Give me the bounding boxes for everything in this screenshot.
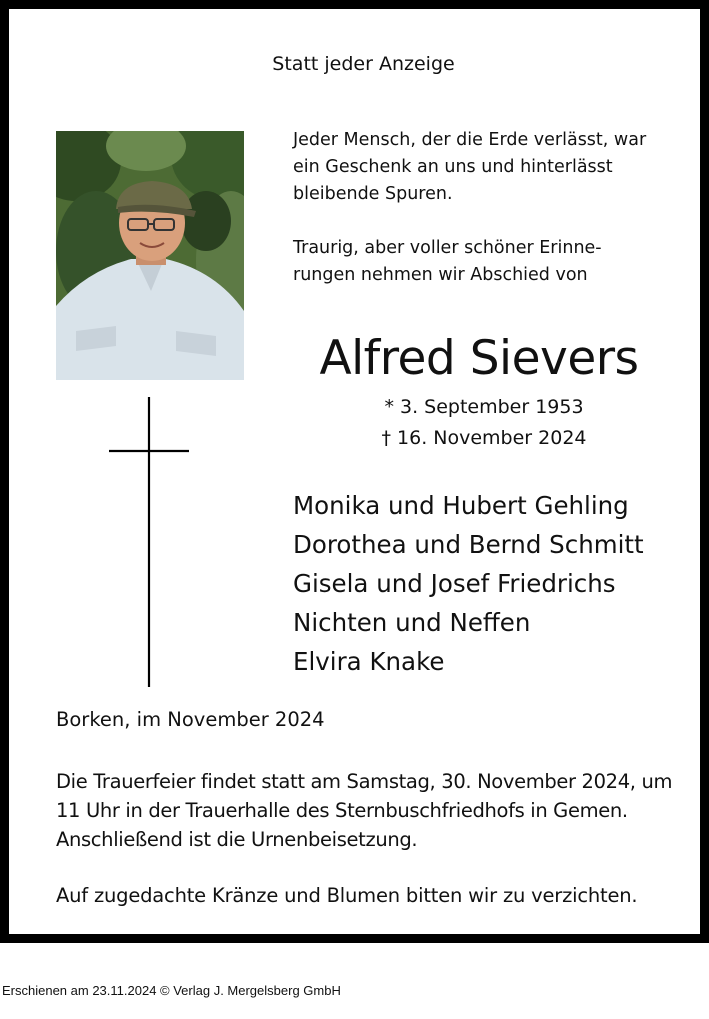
ceremony-info bbox=[56, 767, 672, 854]
mourners-list bbox=[293, 486, 644, 681]
death-date: † 16. November 2024 bbox=[381, 427, 587, 449]
deceased-name: Alfred Sievers bbox=[319, 331, 639, 386]
quote-line: ein Geschenk an uns und hinterlässt bbox=[293, 157, 613, 177]
closing-request: Auf zugedachte Kränze und Blumen bitten wir zu verzichten. bbox=[56, 884, 638, 907]
life-dates bbox=[299, 392, 669, 454]
ceremony-line: 11 Uhr in der Trauerhalle des Sternbuschfriedhofs in Gemen. bbox=[56, 799, 628, 822]
quote-spacer bbox=[293, 208, 646, 235]
mourner: Elvira Knake bbox=[293, 647, 445, 676]
place-date: Borken, im November 2024 bbox=[56, 708, 325, 731]
quote-line: Traurig, aber voller schöner Erinne- bbox=[293, 238, 602, 258]
mourner: Dorothea und Bernd Schmitt bbox=[293, 530, 644, 559]
quote-line: bleibende Spuren. bbox=[293, 184, 453, 204]
quote-line: rungen nehmen wir Abschied von bbox=[293, 265, 588, 285]
cross-icon bbox=[107, 397, 191, 687]
mourner: Gisela und Josef Friedrichs bbox=[293, 569, 616, 598]
quote-text bbox=[293, 127, 646, 289]
header-text: Statt jeder Anzeige bbox=[272, 53, 455, 75]
quote-line: Jeder Mensch, der die Erde verlässt, war bbox=[293, 130, 647, 150]
birth-date: * 3. September 1953 bbox=[384, 396, 584, 418]
portrait-photo bbox=[56, 131, 244, 380]
ceremony-line: Die Trauerfeier findet statt am Samstag, 30. November 2024, um bbox=[56, 770, 673, 793]
mourner: Monika und Hubert Gehling bbox=[293, 491, 629, 520]
mourner: Nichten und Neffen bbox=[293, 608, 531, 637]
ceremony-line: Anschließend ist die Urnenbeisetzung. bbox=[56, 828, 418, 851]
publication-credit: Erschienen am 23.11.2024 © Verlag J. Mergelsberg GmbH bbox=[2, 983, 341, 998]
